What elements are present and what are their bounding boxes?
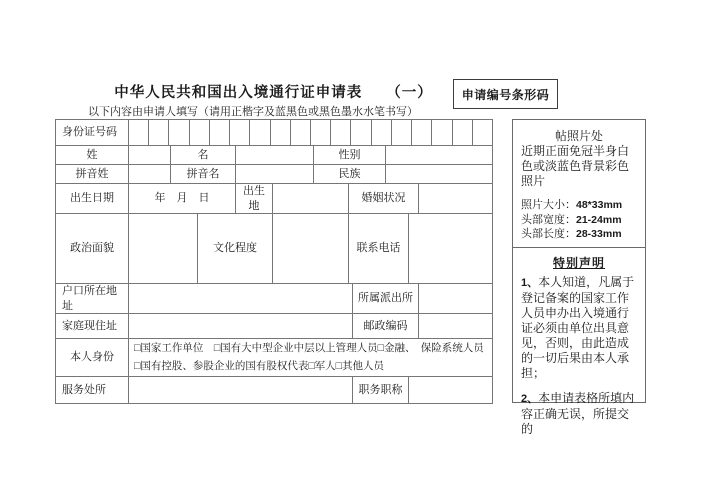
id-digit-box[interactable] xyxy=(210,120,230,145)
id-digit-box[interactable] xyxy=(250,120,270,145)
id-digit-box[interactable] xyxy=(351,120,371,145)
pinyin-surname-label: 拼音姓 xyxy=(56,165,129,184)
table-row-household-address xyxy=(56,284,493,314)
photo-area-title: 帖照片处 xyxy=(554,129,603,143)
declaration-item-2 xyxy=(521,391,637,437)
marital-status-input[interactable] xyxy=(419,184,493,214)
education-input[interactable] xyxy=(273,214,349,284)
political-status-input[interactable] xyxy=(129,214,198,284)
photo-and-declaration-panel xyxy=(512,119,646,436)
title-number: （一） xyxy=(386,85,433,101)
form-instructions: 以下内容由申请人填写（请用正楷字及蓝黑色或黑色墨水水笔书写） xyxy=(88,106,418,118)
table-row-id-number xyxy=(56,120,493,146)
police-station-label: 所属派出所 xyxy=(353,284,419,314)
given-name-input[interactable] xyxy=(236,146,314,165)
table-row-identity xyxy=(56,339,493,377)
ethnicity-input[interactable] xyxy=(386,165,493,184)
id-digit-box[interactable] xyxy=(271,120,291,145)
head-length-spec xyxy=(521,227,637,242)
home-address-label: 家庭现住址 xyxy=(56,314,129,339)
id-digit-box[interactable] xyxy=(190,120,210,145)
gender-label: 性别 xyxy=(314,146,386,165)
id-number-boxes[interactable] xyxy=(129,120,493,146)
photo-requirements: 近期正面免冠半身白色或淡蓝色背景彩色照片 xyxy=(521,144,630,188)
id-digit-box[interactable] xyxy=(129,120,149,145)
id-digit-box[interactable] xyxy=(331,120,351,145)
birth-date-label: 出生日期 xyxy=(56,184,129,214)
phone-input[interactable] xyxy=(409,214,493,284)
spec-value: 21-24mm xyxy=(576,213,622,226)
id-digit-box[interactable] xyxy=(432,120,452,145)
ethnicity-label: 民族 xyxy=(314,165,386,184)
pinyin-surname-input[interactable] xyxy=(129,165,171,184)
birth-place-input[interactable] xyxy=(273,184,349,214)
page-title xyxy=(55,81,492,102)
table-row-name-gender xyxy=(56,146,493,165)
identity-label: 本人身份 xyxy=(56,339,129,377)
phone-label: 联系电话 xyxy=(349,214,409,284)
id-number-label: 身份证号码 xyxy=(56,120,129,146)
spec-value: 48*33mm xyxy=(576,199,623,211)
photo-size-spec xyxy=(521,198,637,213)
gender-input[interactable] xyxy=(386,146,493,165)
police-station-input[interactable] xyxy=(419,284,493,314)
photo-paste-area xyxy=(513,120,645,248)
table-row-home-address xyxy=(56,314,493,339)
id-digit-box[interactable] xyxy=(230,120,250,145)
declaration-item-1 xyxy=(521,275,637,381)
surname-label: 姓 xyxy=(56,146,129,165)
declaration-item-text: 本申请表格所填内容正确无误，所提交的 xyxy=(521,391,635,436)
postal-code-input[interactable] xyxy=(419,314,493,339)
table-row-birth-marital xyxy=(56,184,493,214)
head-width-spec xyxy=(521,213,637,228)
id-digit-box[interactable] xyxy=(149,120,169,145)
application-barcode-box xyxy=(453,79,558,109)
education-label: 文化程度 xyxy=(198,214,273,284)
identity-options-cell[interactable]: □国家工作单位 □国有大中型企业中层以上管理人员□金融、 保险系统人员□国有控股、参股企业的国有股权代表□军人□其他人员 xyxy=(129,339,493,377)
surname-input[interactable] xyxy=(129,146,171,165)
birth-date-input[interactable]: 年 月 日 xyxy=(129,184,236,214)
barcode-box-label: 申请编号条形码 xyxy=(461,87,550,102)
political-status-label: 政治面貌 xyxy=(56,214,129,284)
declaration-title: 特别声明 xyxy=(552,256,605,270)
id-digit-box[interactable] xyxy=(169,120,189,145)
special-declaration xyxy=(513,248,645,437)
workplace-label: 服务处所 xyxy=(56,377,129,404)
pinyin-given-name-input[interactable] xyxy=(236,165,314,184)
id-digit-box[interactable] xyxy=(372,120,392,145)
marital-status-label: 婚姻状况 xyxy=(349,184,419,214)
job-title-label: 职务职称 xyxy=(353,377,409,404)
id-digit-box[interactable] xyxy=(453,120,473,145)
household-address-input[interactable] xyxy=(129,284,353,314)
home-address-input[interactable] xyxy=(129,314,353,339)
declaration-item-number: 1、 xyxy=(521,277,539,289)
table-row-political-education-phone xyxy=(56,214,493,284)
table-row-workplace xyxy=(56,377,493,404)
id-digit-box[interactable] xyxy=(311,120,331,145)
household-address-label: 户口所在地址 xyxy=(56,284,129,314)
photo-specs xyxy=(521,198,637,242)
table-row-pinyin-ethnicity xyxy=(56,165,493,184)
id-digit-box[interactable] xyxy=(473,120,492,145)
spec-label: 头部长度： xyxy=(521,228,576,240)
id-digit-grid xyxy=(129,120,492,145)
title-text: 中华人民共和国出入境通行证申请表 xyxy=(114,85,363,101)
pinyin-given-name-label: 拼音名 xyxy=(171,165,236,184)
spec-label: 头部宽度： xyxy=(521,213,576,226)
id-digit-box[interactable] xyxy=(291,120,311,145)
declaration-item-text: 本人知道，凡属于登记备案的国家工作人员申办出入境通行证必须由单位出具意见，否则，由此造成的一切后果由本人承担； xyxy=(521,275,635,380)
job-title-input[interactable] xyxy=(409,377,493,404)
spec-value: 28-33mm xyxy=(576,228,622,240)
spec-label: 照片大小： xyxy=(521,199,576,211)
id-digit-box[interactable] xyxy=(392,120,412,145)
declaration-item-number: 2、 xyxy=(521,393,539,405)
applicant-info-table xyxy=(55,119,493,404)
postal-code-label: 邮政编码 xyxy=(353,314,419,339)
given-name-label: 名 xyxy=(171,146,236,165)
workplace-input[interactable] xyxy=(129,377,353,404)
id-digit-box[interactable] xyxy=(412,120,432,145)
birth-place-label: 出生地 xyxy=(236,184,273,214)
